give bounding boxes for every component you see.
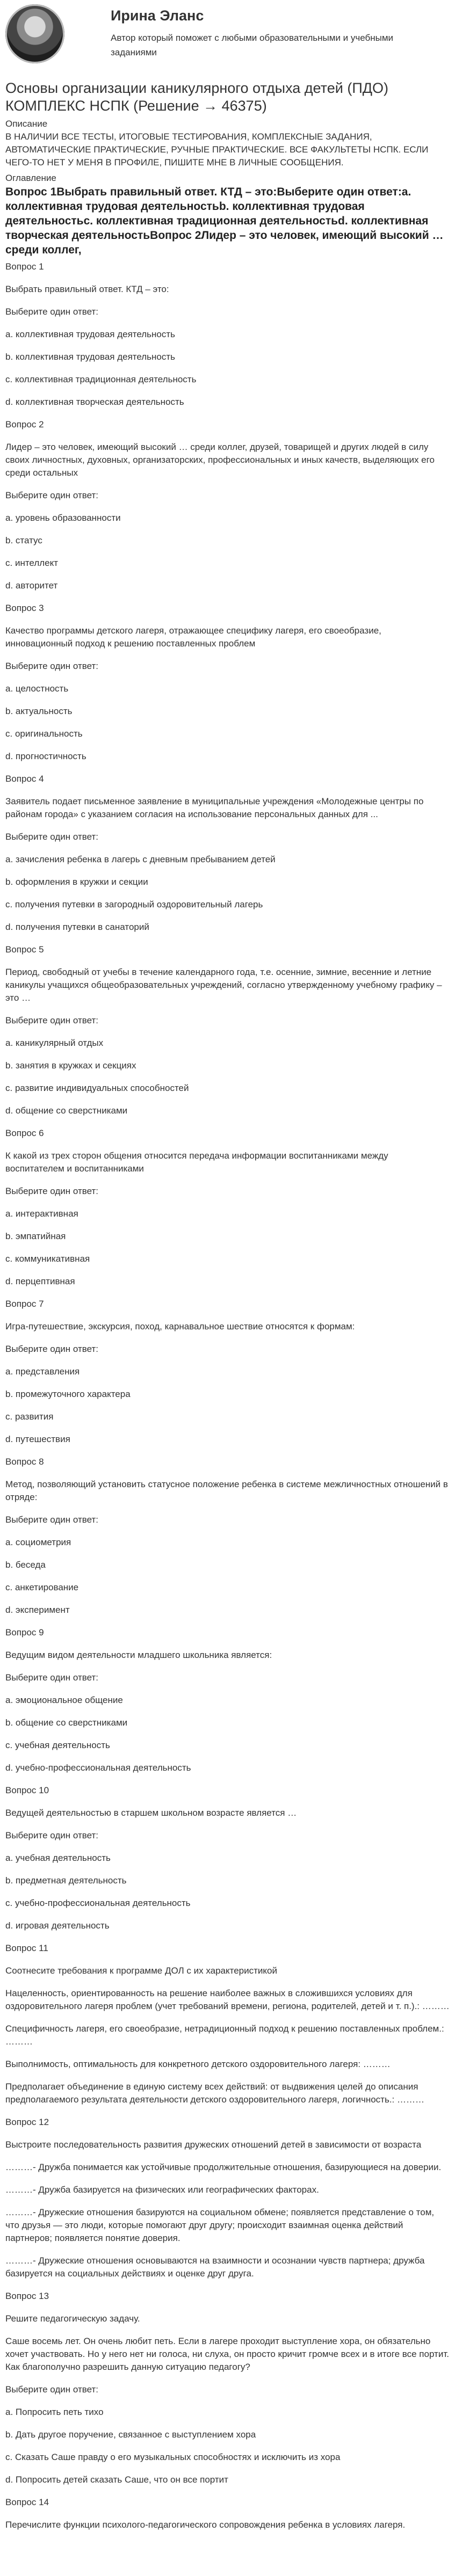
document-title: Основы организации каникулярного отдыха детей (ПДО) КОМПЛЕКС НСПК (Решение → 46375) (5, 80, 389, 114)
question-number: Вопрос 14 (5, 2497, 49, 2507)
author-info (111, 4, 411, 60)
answer-option: a. коллективная трудовая деятельность (5, 329, 176, 339)
choose-prompt: Выберите один ответ: (5, 1015, 98, 1025)
answer-option: d. коллективная творческая деятельность (5, 397, 184, 407)
question-text: Качество программы детского лагеря, отражающее специфику лагеря, его своеобразие, инновационный подход к решению поставленных проблем (5, 625, 381, 649)
answer-option: c. развитие индивидуальных способностей (5, 1083, 189, 1093)
answer-option: d. общение со сверстниками (5, 1105, 128, 1116)
question-item: ………- Дружба понимается как устойчивые продолжительные отношения, базирующиеся на доверии. (5, 2162, 442, 2172)
question-block (5, 1127, 450, 1288)
author-description: Автор который поможет с любыми образовательными и учебными заданиями (111, 33, 394, 57)
author-avatar[interactable] (5, 4, 64, 63)
answer-option: d. получения путевки в санаторий (5, 922, 149, 932)
toc-label: Оглавление (5, 173, 56, 183)
question-block (5, 260, 450, 409)
question-number: Вопрос 10 (5, 1785, 49, 1795)
answer-option: b. промежуточного характера (5, 1389, 131, 1399)
question-number: Вопрос 12 (5, 2117, 49, 2127)
question-number: Вопрос 13 (5, 2291, 49, 2301)
author-name[interactable]: Ирина Эланс (111, 8, 204, 24)
question-block (5, 1626, 450, 1774)
question-block (5, 943, 450, 1117)
question-block (5, 1784, 450, 1932)
question-block (5, 1942, 450, 2106)
question-item: c. Сказать Саше правду о его музыкальных способностях и исключить из хора (5, 2452, 341, 2462)
answer-option: b. занятия в кружках и секциях (5, 1060, 136, 1071)
choose-prompt: Выберите один ответ: (5, 490, 98, 500)
question-block (5, 2116, 450, 2280)
question-text: Выстроите последовательность развития дружеских отношений детей в зависимости от возраста (5, 2140, 422, 2150)
answer-option: c. учебно-профессиональная деятельность (5, 1898, 191, 1908)
answer-option: c. анкетирование (5, 1582, 79, 1592)
choose-prompt: Выберите один ответ: (5, 661, 98, 671)
question-text: Решите педагогическую задачу. (5, 2313, 140, 2324)
question-text: Выбрать правильный ответ. КТД – это: (5, 284, 169, 294)
question-text: Перечислите функции психолого-педагогического сопровождения ребенка в условиях лагеря. (5, 2520, 406, 2530)
question-number: Вопрос 3 (5, 603, 44, 613)
question-text: Метод, позволяющий установить статусное положение ребенка в системе межличностных отношений в отряде: (5, 1479, 448, 1502)
answer-option: a. эмоциональное общение (5, 1695, 123, 1705)
answer-option: b. актуальность (5, 706, 73, 716)
question-number: Вопрос 1 (5, 261, 44, 272)
question-item: Специфичность лагеря, его своеобразие, нетрадиционный подход к решению поставленных проблем.: ……… (5, 2024, 444, 2047)
question-item: a. Попросить петь тихо (5, 2407, 104, 2417)
question-number: Вопрос 2 (5, 419, 44, 430)
answer-option: a. уровень образованности (5, 513, 121, 523)
description-label: Описание (5, 119, 48, 129)
question-text: Игра-путешествие, экскурсия, поход, карнавальное шествие относятся к формам: (5, 1321, 355, 1331)
choose-prompt: Выберите один ответ: (5, 1186, 98, 1196)
question-item: Саше восемь лет. Он очень любит петь. Если в лагере проходит выступление хора, он обязательно хочет участвовать. Но у него нет ни голоса, ни слуха, он просто кричит громче всех и в итоге все портит. Как благополучно разрешить данную ситуацию педагогу? (5, 2336, 449, 2372)
question-item: b. Дать другое поручение, связанное с выступлением хора (5, 2429, 256, 2440)
question-item: Выполнимость, оптимальность для конкретного детского оздоровительного лагеря: ……… (5, 2059, 391, 2069)
answer-option: b. предметная деятельность (5, 1875, 127, 1886)
answer-option: a. учебная деятельность (5, 1853, 111, 1863)
answer-option: b. коллективная трудовая деятельность (5, 352, 176, 362)
answer-option: b. беседа (5, 1560, 46, 1570)
question-item: Выберите один ответ: (5, 2384, 98, 2395)
answer-option: a. социометрия (5, 1537, 71, 1547)
choose-prompt: Выберите один ответ: (5, 1672, 98, 1683)
question-number: Вопрос 4 (5, 774, 44, 784)
question-item: ………- Дружеские отношения основываются на взаимности и осознании чувств партнера; дружба базируется на социальных действиях и оценке друг друга. (5, 2255, 425, 2279)
answer-option: a. интерактивная (5, 1209, 78, 1219)
question-block (5, 1298, 450, 1446)
answer-option: b. оформления в кружки и секции (5, 877, 148, 887)
answer-option: a. каникулярный отдых (5, 1038, 104, 1048)
question-block (5, 2496, 450, 2531)
answer-option: d. перцептивная (5, 1276, 75, 1286)
question-number: Вопрос 5 (5, 944, 44, 955)
choose-prompt: Выберите один ответ: (5, 832, 98, 842)
answer-option: a. зачисления ребенка в лагерь с дневным пребыванием детей (5, 854, 276, 864)
answer-option: c. получения путевки в загородный оздоровительный лагерь (5, 899, 263, 909)
question-block (5, 602, 450, 763)
question-number: Вопрос 7 (5, 1299, 44, 1309)
answer-option: d. эксперимент (5, 1605, 70, 1615)
question-block (5, 773, 450, 934)
question-item: Предполагает объединение в единую систему всех действий: от выдвижения целей до описания предполагаемого результата деятельности детского оздоровительного лагеря, логичность.: ……… (5, 2082, 424, 2105)
answer-option: c. оригинальность (5, 729, 83, 739)
questions-list (5, 260, 450, 2531)
answer-option: a. представления (5, 1366, 80, 1377)
toc-summary: Вопрос 1Выбрать правильный ответ. КТД – это:Выберите один ответ:a. коллективная трудовая деятельностьb. коллективная трудовая деятельностьc. коллективная традиционная деятельностьd. коллективная творческая деятельностьВопрос 2Лидер – это человек, имеющий высокий … среди коллег, (5, 186, 444, 256)
question-block (5, 418, 450, 592)
question-item: ………- Дружеские отношения базируются на социальном обмене; появляется представление о том, что друзья — это люди, которые помогают друг другу; происходит взаимная оценка действий партнеров; появляется понятие доверия. (5, 2207, 435, 2243)
answer-option: d. путешествия (5, 1434, 70, 1444)
question-item: d. Попросить детей сказать Саше, что он все портит (5, 2475, 228, 2485)
answer-option: d. прогностичность (5, 751, 86, 761)
answer-option: c. интеллект (5, 558, 59, 568)
answer-option: a. целостность (5, 683, 69, 694)
question-number: Вопрос 8 (5, 1457, 44, 1467)
answer-option: d. игровая деятельность (5, 1920, 110, 1931)
question-block (5, 1456, 450, 1617)
answer-option: d. учебно-профессиональная деятельность (5, 1763, 191, 1773)
author-block (5, 4, 450, 68)
answer-option: b. статус (5, 535, 42, 545)
choose-prompt: Выберите один ответ: (5, 1344, 98, 1354)
answer-option: c. коммуникативная (5, 1254, 90, 1264)
question-number: Вопрос 11 (5, 1943, 48, 1953)
answer-option: c. коллективная традиционная деятельность (5, 374, 197, 384)
answer-option: c. учебная деятельность (5, 1740, 110, 1750)
question-text: К какой из трех сторон общения относится передача информации воспитанниками между воспитателем и воспитанниками (5, 1151, 388, 1174)
question-block (5, 2290, 450, 2486)
question-text: Лидер – это человек, имеющий высокий … среди коллег, друзей, товарищей и других людей в силу своих личностных, духовных, организаторских, профессиональных и иных качеств, выделяющих его среди остальных (5, 442, 435, 478)
choose-prompt: Выберите один ответ: (5, 307, 98, 317)
answer-option: b. эмпатийная (5, 1231, 66, 1241)
answer-option: d. авторитет (5, 580, 58, 591)
choose-prompt: Выберите один ответ: (5, 1830, 98, 1840)
question-item: ………- Дружба базируется на физических или географических факторах. (5, 2185, 319, 2195)
description-text: В НАЛИЧИИ ВСЕ ТЕСТЫ, ИТОГОВЫЕ ТЕСТИРОВАНИЯ, КОМПЛЕКСНЫЕ ЗАДАНИЯ, АВТОМАТИЧЕСКИЕ ПРАКТИЧЕСКИЕ, РУЧНЫЕ ПРАКТИЧЕСКИЕ. ВСЕ ФАКУЛЬТЕТЫ НСПК. ЕСЛИ ЧЕГО-ТО НЕТ У МЕНЯ В ПРОФИЛЕ, ПИШИТЕ МНЕ В ЛИЧНЫЕ СООБЩЕНИЯ. (5, 132, 429, 168)
question-number: Вопрос 9 (5, 1627, 44, 1638)
question-text: Период, свободный от учебы в течение календарного года, т.е. осенние, зимние, весенние и летние каникулы учащихся общеобразовательных учреждений, согласно утвержденному учебному графику – это … (5, 967, 442, 1003)
question-text: Соотнесите требования к программе ДОЛ с их характеристикой (5, 1966, 277, 1976)
question-item: Нацеленность, ориентированность на решение наиболее важных в сложившихся условиях для оздоровительного лагеря проблем (учет требований времени, региона, родителей, детей и т. п.).: ……… (5, 1988, 450, 2011)
question-text: Ведущим видом деятельности младшего школьника является: (5, 1650, 272, 1660)
question-number: Вопрос 6 (5, 1128, 44, 1138)
choose-prompt: Выберите один ответ: (5, 1515, 98, 1525)
answer-option: c. развития (5, 1411, 54, 1422)
answer-option: b. общение со сверстниками (5, 1718, 128, 1728)
question-text: Заявитель подает письменное заявление в муниципальные учреждения «Молодежные центры по районам города» с указанием согласия на использование персональных данных для ... (5, 796, 424, 819)
question-text: Ведущей деятельностью в старшем школьном возрасте является … (5, 1808, 297, 1818)
